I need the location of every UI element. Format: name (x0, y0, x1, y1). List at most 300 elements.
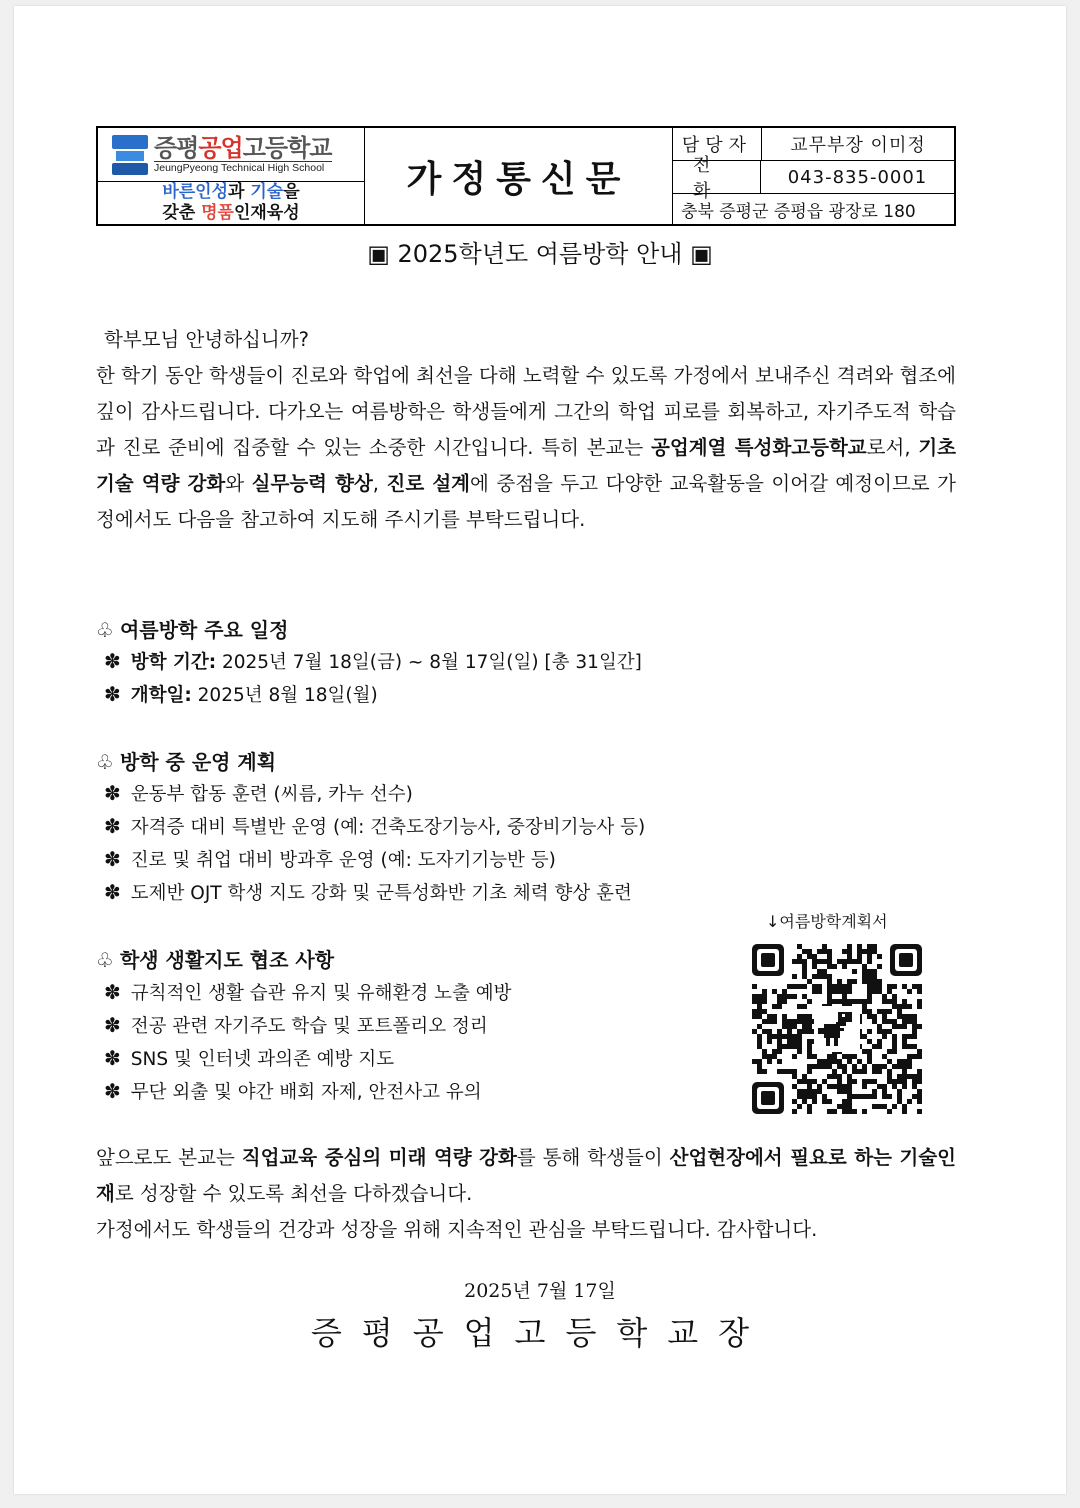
qr-module (862, 1084, 867, 1089)
qr-module (887, 1074, 892, 1079)
qr-module (867, 979, 872, 984)
qr-module (802, 1079, 807, 1084)
qr-module (827, 1064, 832, 1069)
qr-module (857, 954, 862, 959)
qr-module (917, 989, 922, 994)
qr-module (892, 1049, 897, 1054)
qr-module (827, 1109, 832, 1114)
qr-module (902, 1069, 907, 1074)
qr-module (862, 1094, 867, 1099)
qr-module (902, 1014, 907, 1019)
qr-module (792, 1099, 797, 1104)
qr-module (802, 1099, 807, 1104)
qr-module (847, 1079, 852, 1084)
qr-module (897, 1059, 902, 1064)
qr-module (857, 944, 862, 949)
qr-module (807, 1044, 812, 1049)
qr-module (817, 949, 822, 954)
qr-module (892, 1024, 897, 1029)
qr-module (757, 994, 762, 999)
qr-module (792, 974, 797, 979)
list-item: ✽ 도제반 OJT 학생 지도 강화 및 군특성화반 기초 체력 향상 훈련 (104, 880, 632, 904)
qr-module (862, 949, 867, 954)
qr-module (822, 959, 827, 964)
qr-module (852, 1109, 857, 1114)
list-item: ✽ 진로 및 취업 대비 방과후 운영 (예: 도자기기능반 등) (104, 847, 556, 871)
qr-module (777, 1059, 782, 1064)
qr-module (872, 974, 877, 979)
qr-module (827, 979, 832, 984)
qr-module (897, 1099, 902, 1104)
qr-module (767, 1019, 772, 1024)
qr-module (902, 984, 907, 989)
qr-module (782, 989, 787, 994)
qr-module (842, 1099, 847, 1104)
qr-module (902, 1084, 907, 1089)
qr-module (792, 1074, 797, 1079)
qr-module (812, 1079, 817, 1084)
qr-module (777, 994, 782, 999)
qr-module (902, 1019, 907, 1024)
qr-module (847, 1104, 852, 1109)
qr-module (837, 959, 842, 964)
qr-module (897, 1074, 902, 1079)
qr-module (912, 1044, 917, 1049)
qr-module (802, 949, 807, 954)
qr-module (882, 1009, 887, 1014)
qr-module (792, 1109, 797, 1114)
qr-module (822, 1079, 827, 1084)
qr-module (802, 1094, 807, 1099)
qr-module (857, 1069, 862, 1074)
qr-module (867, 1014, 872, 1019)
qr-module (902, 1044, 907, 1049)
qr-module (777, 999, 782, 1004)
qr-module (762, 994, 767, 999)
qr-module (827, 1074, 832, 1079)
qr-module (797, 1044, 802, 1049)
qr-module (887, 1019, 892, 1024)
qr-module (807, 1054, 812, 1059)
qr-module (797, 1094, 802, 1099)
qr-module (862, 974, 867, 979)
qr-module (852, 979, 857, 984)
qr-module (887, 1029, 892, 1034)
qr-module (882, 1019, 887, 1024)
qr-module (877, 1044, 882, 1049)
qr-module (772, 1049, 777, 1054)
qr-module (862, 1049, 867, 1054)
qr-module (782, 999, 787, 1004)
qr-module (897, 1004, 902, 1009)
qr-module (847, 944, 852, 949)
list-item: ✽ 개학일: 2025년 8월 18일(월) (104, 682, 378, 706)
list-item: ✽ SNS 및 인터넷 과의존 예방 지도 (104, 1046, 395, 1070)
qr-module (857, 1059, 862, 1064)
qr-module (877, 984, 882, 989)
qr-module (802, 1019, 807, 1024)
qr-module (867, 974, 872, 979)
qr-module (847, 1089, 852, 1094)
phone-label: 전화 (673, 161, 761, 193)
qr-module (802, 1074, 807, 1079)
qr-module (882, 1104, 887, 1109)
school-emblem-icon (112, 133, 148, 177)
qr-module (802, 984, 807, 989)
qr-module (807, 1069, 812, 1074)
qr-module (817, 1089, 822, 1094)
qr-module (887, 1094, 892, 1099)
qr-module (857, 1094, 862, 1099)
qr-module (872, 969, 877, 974)
qr-module (792, 1034, 797, 1039)
qr-module (917, 1109, 922, 1114)
qr-module (782, 1069, 787, 1074)
qr-module (837, 1059, 842, 1064)
qr-module (867, 1079, 872, 1084)
qr-module (907, 989, 912, 994)
qr-module (867, 1054, 872, 1059)
qr-module (802, 994, 807, 999)
qr-module (872, 1094, 877, 1099)
header-table (96, 126, 956, 226)
issue-date: 2025년 7월 17일 (464, 1280, 616, 1302)
qr-module (822, 949, 827, 954)
qr-module (897, 1064, 902, 1069)
qr-module (907, 1014, 912, 1019)
qr-module (872, 944, 877, 949)
school-logo (98, 128, 364, 182)
qr-module (847, 954, 852, 959)
qr-module (882, 1064, 887, 1069)
document-title-cell (365, 128, 673, 224)
qr-module (892, 1039, 897, 1044)
qr-module (862, 1109, 867, 1114)
qr-module (912, 1079, 917, 1084)
qr-module (867, 1059, 872, 1064)
qr-module (832, 964, 837, 969)
qr-module (907, 1019, 912, 1024)
qr-module (797, 944, 802, 949)
qr-module (787, 1039, 792, 1044)
qr-module (757, 1044, 762, 1049)
qr-module (842, 964, 847, 969)
qr-module (917, 1089, 922, 1094)
qr-module (852, 999, 857, 1004)
qr-module (762, 1009, 767, 1014)
qr-module (902, 1034, 907, 1039)
qr-module (907, 1054, 912, 1059)
qr-module (827, 964, 832, 969)
qr-module (817, 1059, 822, 1064)
qr-module (862, 969, 867, 974)
qr-module (827, 1084, 832, 1089)
qr-module (867, 949, 872, 954)
qr-module (872, 1044, 877, 1049)
qr-module (847, 1059, 852, 1064)
qr-module (752, 994, 757, 999)
qr-module (857, 959, 862, 964)
qr-module (907, 1074, 912, 1079)
qr-module (912, 1024, 917, 1029)
qr-module (772, 1054, 777, 1059)
qr-module (917, 1004, 922, 1009)
qr-module (882, 999, 887, 1004)
qr-code-icon[interactable] (752, 944, 922, 1114)
qr-module (802, 1029, 807, 1034)
qr-module (757, 1004, 762, 1009)
qr-module (822, 969, 827, 974)
qr-module (807, 1064, 812, 1069)
qr-module (837, 979, 842, 984)
qr-module (912, 984, 917, 989)
qr-module (807, 1109, 812, 1114)
qr-module (757, 1009, 762, 1014)
qr-module (897, 1014, 902, 1019)
qr-module (902, 1039, 907, 1044)
qr-module (902, 1004, 907, 1009)
qr-module (852, 1064, 857, 1069)
qr-module (802, 1024, 807, 1029)
qr-module (842, 959, 847, 964)
qr-module (807, 1024, 812, 1029)
qr-module (902, 999, 907, 1004)
qr-module (867, 959, 872, 964)
qr-module (912, 1094, 917, 1099)
qr-module (852, 969, 857, 974)
qr-module (912, 1029, 917, 1034)
qr-module (767, 1059, 772, 1064)
qr-module (757, 999, 762, 1004)
qr-module (862, 1069, 867, 1074)
qr-module (897, 1079, 902, 1084)
qr-module (847, 1109, 852, 1114)
qr-module (842, 1084, 847, 1089)
qr-module (787, 994, 792, 999)
qr-module (857, 949, 862, 954)
qr-module (797, 1089, 802, 1094)
qr-module (782, 1024, 787, 1029)
qr-module (882, 1089, 887, 1094)
qr-module (862, 1079, 867, 1084)
qr-module (902, 1059, 907, 1064)
qr-module (752, 999, 757, 1004)
qr-module (917, 1074, 922, 1079)
qr-module (827, 984, 832, 989)
qr-module (917, 1094, 922, 1099)
qr-module (822, 1064, 827, 1069)
qr-module (792, 1019, 797, 1024)
qr-module (882, 1084, 887, 1089)
qr-module (877, 1039, 882, 1044)
qr-module (902, 1104, 907, 1109)
qr-module (912, 1054, 917, 1059)
qr-module (807, 1029, 812, 1034)
qr-module (777, 1044, 782, 1049)
qr-module (897, 1024, 902, 1029)
qr-module (872, 1089, 877, 1094)
qr-module (842, 1069, 847, 1074)
qr-module (847, 959, 852, 964)
qr-module (817, 1084, 822, 1089)
qr-module (807, 1049, 812, 1054)
qr-module (827, 974, 832, 979)
qr-module (857, 999, 862, 1004)
qr-module (877, 1009, 882, 1014)
qr-module (872, 1019, 877, 1024)
qr-module (862, 1004, 867, 1009)
qr-module (867, 989, 872, 994)
qr-module (757, 1014, 762, 1019)
qr-module (892, 1019, 897, 1024)
qr-module (912, 1074, 917, 1079)
qr-module (757, 1059, 762, 1064)
qr-module (872, 949, 877, 954)
qr-module (822, 944, 827, 949)
qr-module (892, 1104, 897, 1109)
qr-module (757, 1069, 762, 1074)
qr-module (802, 1014, 807, 1019)
qr-module (792, 1039, 797, 1044)
qr-module (807, 1104, 812, 1109)
qr-module (892, 1034, 897, 1039)
qr-module (767, 1054, 772, 1059)
qr-module (842, 1064, 847, 1069)
qr-module (877, 954, 882, 959)
qr-module (772, 989, 777, 994)
qr-module (787, 1044, 792, 1049)
qr-module (832, 1084, 837, 1089)
qr-module (832, 1054, 837, 1059)
qr-module (752, 1059, 757, 1064)
principal-signature: 증평공업고등학교장 (310, 1314, 770, 1352)
qr-module (847, 1084, 852, 1089)
list-item: ✽ 운동부 합동 훈련 (씨름, 카누 선수) (104, 781, 413, 805)
qr-module (837, 984, 842, 989)
qr-module (777, 1029, 782, 1034)
qr-module (832, 1074, 837, 1079)
qr-module (822, 974, 827, 979)
section-schedule-heading: ♧ 여름방학 주요 일정 (96, 618, 289, 642)
qr-module (777, 1069, 782, 1074)
qr-module (887, 999, 892, 1004)
qr-module (867, 1094, 872, 1099)
qr-module (867, 944, 872, 949)
qr-module (822, 1094, 827, 1099)
qr-module (872, 979, 877, 984)
qr-module (807, 1079, 812, 1084)
qr-module (917, 1069, 922, 1074)
qr-module (862, 964, 867, 969)
qr-module (847, 949, 852, 954)
closing-paragraph: 앞으로도 본교는 직업교육 중심의 미래 역량 강화를 통해 학생들이 산업현장에서 필요로 하는 기술인재로 성장할 수 있도록 최선을 다하겠습니다. (96, 1146, 956, 1205)
qr-module (897, 1089, 902, 1094)
qr-module (907, 1034, 912, 1039)
qr-module (807, 1094, 812, 1099)
qr-module (892, 1004, 897, 1009)
qr-module (802, 959, 807, 964)
qr-module (867, 994, 872, 999)
qr-module (917, 999, 922, 1004)
qr-module (757, 1064, 762, 1069)
qr-module (837, 1074, 842, 1079)
qr-module (822, 1059, 827, 1064)
qr-module (797, 959, 802, 964)
qr-module (792, 1069, 797, 1074)
qr-module (797, 1049, 802, 1054)
qr-module (802, 1004, 807, 1009)
qr-module (912, 1019, 917, 1024)
qr-module (752, 1029, 757, 1034)
qr-module (812, 954, 817, 959)
qr-module (797, 1039, 802, 1044)
qr-module (862, 1064, 867, 1069)
qr-module (827, 1059, 832, 1064)
qr-module (787, 984, 792, 989)
qr-module (817, 969, 822, 974)
qr-module (812, 1094, 817, 1099)
qr-module (862, 979, 867, 984)
list-item: ✽ 방학 기간: 2025년 7월 18일(금) ~ 8월 17일(일) [총 31일간] (104, 649, 642, 673)
qr-module (882, 1094, 887, 1099)
qr-module (792, 959, 797, 964)
qr-module (832, 984, 837, 989)
qr-module (902, 1024, 907, 1029)
section-operation-heading: ♧ 방학 중 운영 계획 (96, 750, 277, 774)
qr-module (872, 989, 877, 994)
qr-module (827, 994, 832, 999)
qr-module (917, 1099, 922, 1104)
contact-info (673, 128, 954, 224)
qr-module (827, 1054, 832, 1059)
qr-module (892, 1064, 897, 1069)
qr-module (897, 1094, 902, 1099)
qr-module (792, 994, 797, 999)
qr-module (807, 954, 812, 959)
qr-module (832, 999, 837, 1004)
qr-module (787, 1069, 792, 1074)
qr-module (837, 1089, 842, 1094)
qr-module (872, 984, 877, 989)
qr-module (812, 1099, 817, 1104)
qr-module (862, 1009, 867, 1014)
qr-module (917, 1049, 922, 1054)
qr-module (912, 1014, 917, 1019)
qr-label: ↓여름방학계획서 (766, 912, 888, 931)
qr-module (877, 1024, 882, 1029)
qr-module (847, 1054, 852, 1059)
qr-module (842, 1104, 847, 1109)
qr-module (807, 1014, 812, 1019)
qr-module (797, 1029, 802, 1034)
qr-module (917, 1024, 922, 1029)
qr-module (837, 1084, 842, 1089)
list-item: ✽ 규칙적인 생활 습관 유지 및 유해환경 노출 예방 (104, 980, 512, 1004)
qr-module (917, 1079, 922, 1084)
qr-module (762, 1069, 767, 1074)
qr-module (847, 1094, 852, 1099)
intro-paragraph: 한 학기 동안 학생들이 진로와 학업에 최선을 다해 노력할 수 있도록 가정에서 보내주신 격려와 협조에 깊이 감사드립니다. 다가오는 여름방학은 학생들에게 그간의 학업 피로를 회복하고, 자기주도적 학습과 진로 준비에 집중할 수 있는 소중한 시간입니다. 특히 본교는 공업계열 특성화고등학교로서, 기초 기술 역량 강화와 실무능력 향상, 진로 설계에 중점을 두고 다양한 교육활동을 이어갈 예정이므로 가정에서도 다음을 참고하여 지도해 주시기를 부탁드립니다. (96, 364, 956, 531)
qr-module (887, 1079, 892, 1084)
qr-module (892, 1084, 897, 1089)
qr-module (882, 1014, 887, 1019)
qr-module (812, 974, 817, 979)
qr-module (882, 1054, 887, 1059)
qr-module (867, 1009, 872, 1014)
qr-module (847, 979, 852, 984)
qr-module (907, 1004, 912, 1009)
qr-module (867, 1039, 872, 1044)
